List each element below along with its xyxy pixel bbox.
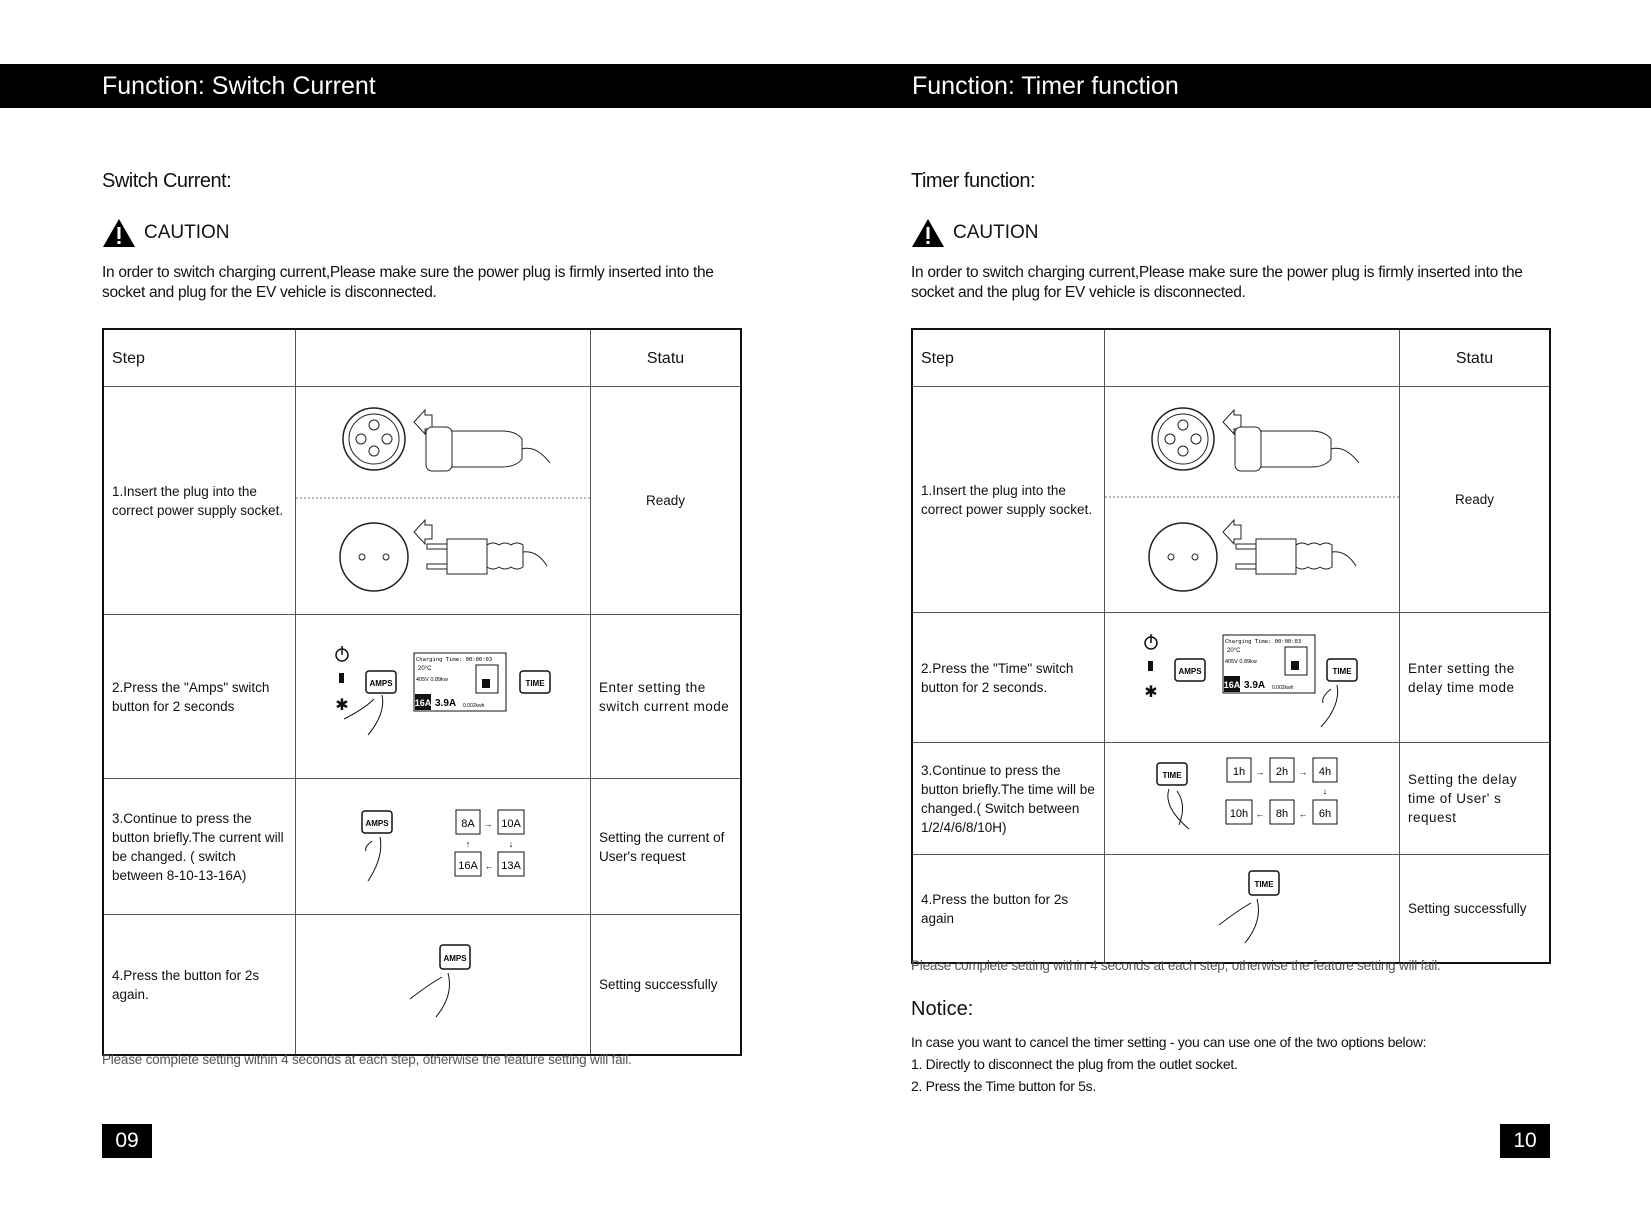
step-text: 1.Insert the plug into the correct power supply socket. [103, 387, 296, 615]
table-row [103, 387, 741, 615]
step-text: 3.Continue to press the button briefly.The current will be changed. ( switch between 8-10-13-16A) [103, 779, 296, 915]
amps-sequence-icon [296, 779, 590, 909]
step-text: 2.Press the "Time" switch button for 2 seconds. [912, 613, 1105, 743]
amps-press-icon [296, 915, 590, 1049]
time-6h: 6h [1318, 808, 1332, 820]
amps-key-label: AMPS [369, 679, 393, 688]
time-10h: 10h [1229, 808, 1249, 820]
step-text: 1.Insert the plug into the correct power supply socket. [912, 387, 1105, 613]
header-step: Step [103, 329, 296, 387]
display-illustration [1105, 613, 1400, 743]
warning-icon [911, 218, 945, 248]
left-footnote: Please complete setting within 4 seconds at each step, otherwise the feature setting will fail. [102, 1052, 632, 1067]
display-time: Charging Time: 00:00:03 [416, 657, 493, 663]
svg-text:→: → [483, 819, 493, 829]
header-statu: Statu [1400, 329, 1551, 387]
header-illustration [1105, 329, 1400, 387]
notice-line: 2. Press the Time button for 5s. [911, 1078, 1096, 1094]
right-steps-table [911, 328, 1551, 964]
plug-socket-icon [296, 387, 590, 609]
control-panel-icon [1105, 613, 1399, 737]
left-header-bar: Function: Switch Current [0, 64, 826, 108]
svg-text:✱: ✱ [1144, 684, 1158, 701]
right-header-bar: Function: Timer function [826, 64, 1651, 108]
amps-13a: 13A [501, 860, 521, 872]
svg-text:TIME: TIME [1332, 667, 1352, 676]
battery-icon [339, 673, 344, 683]
svg-text:↓: ↓ [1322, 786, 1328, 796]
status-text: Setting the current of User's request [591, 779, 742, 915]
svg-text:Charging Time: 00:00:03: Charging Time: 00:00:03 [1225, 639, 1302, 645]
left-section-title: Switch Current: [102, 170, 232, 192]
display-current: 3.9A [435, 698, 457, 709]
table-row [912, 743, 1550, 855]
status-text: Enter setting the switch current mode [591, 615, 742, 779]
status-text: Ready [591, 387, 742, 615]
svg-text:0.002kwh: 0.002kwh [1272, 685, 1294, 691]
time-press-icon [1105, 855, 1399, 957]
page-number-left: 09 [102, 1124, 152, 1158]
notice-title: Notice: [911, 998, 974, 1020]
amps-16a: 16A [458, 860, 478, 872]
header-statu: Statu [591, 329, 742, 387]
svg-text:405V 0.89kw: 405V 0.89kw [1225, 659, 1257, 665]
right-caution-text: In order to switch charging current,Please make sure the power plug is firmly inserted into the socket and the plug for EV vehicle is disconnected. [911, 264, 1523, 301]
status-text: Setting successfully [1400, 855, 1551, 964]
display-illustration [296, 615, 591, 779]
svg-text:←: ← [1298, 809, 1308, 819]
amps-10a: 10A [501, 818, 521, 830]
svg-text:↓: ↓ [508, 839, 514, 849]
status-text: Setting the delay time of User' s request [1400, 743, 1551, 855]
svg-text:AMPS: AMPS [1178, 667, 1202, 676]
time-sequence-illustration [1105, 743, 1400, 855]
right-caution [911, 218, 1039, 248]
svg-text:↑: ↑ [465, 839, 471, 849]
time-2h: 2h [1275, 766, 1289, 778]
caution-label: CAUTION [144, 222, 230, 243]
display-energy: 0.002kwh [463, 703, 485, 709]
amps-8a: 8A [461, 818, 475, 830]
svg-text:←: ← [1255, 809, 1265, 819]
svg-text:AMPS: AMPS [365, 819, 389, 828]
svg-text:→: → [1255, 767, 1265, 777]
table-row [912, 387, 1550, 613]
caution-label: CAUTION [953, 222, 1039, 243]
table-row [103, 779, 741, 915]
svg-text:✱: ✱ [335, 697, 349, 714]
step-text: 4.Press the button for 2s again [912, 855, 1105, 964]
status-text: Ready [1400, 387, 1551, 613]
right-footnote: Please complete setting within 4 seconds at each step, otherwise the feature setting will fail. [911, 958, 1441, 973]
notice-line: 1. Directly to disconnect the plug from the outlet socket. [911, 1056, 1238, 1072]
step-text: 2.Press the "Amps" switch button for 2 seconds [103, 615, 296, 779]
table-row [103, 915, 741, 1056]
svg-text:TIME: TIME [1162, 771, 1182, 780]
left-caution-text: In order to switch charging current,Please make sure the power plug is firmly inserted into the socket and plug for the EV vehicle is disconnected. [102, 264, 714, 301]
time-1h: 1h [1232, 766, 1246, 778]
page-number-right: 10 [1500, 1124, 1550, 1158]
status-text: Setting successfully [591, 915, 742, 1056]
time-press-illustration [1105, 855, 1400, 964]
plug-illustration [296, 387, 591, 615]
table-row [912, 613, 1550, 743]
plug-illustration [1105, 387, 1400, 613]
right-section-title: Timer function: [911, 170, 1036, 192]
display-amp: 16A [414, 698, 432, 708]
time-4h: 4h [1318, 766, 1332, 778]
amps-press-illustration [296, 915, 591, 1056]
left-caution [102, 218, 230, 248]
svg-text:3.9A: 3.9A [1244, 680, 1266, 691]
warning-icon [102, 218, 136, 248]
time-sequence-icon [1105, 743, 1399, 849]
table-row [912, 855, 1550, 964]
svg-text:AMPS: AMPS [443, 954, 467, 963]
step-text: 3.Continue to press the button briefly.The time will be changed.( Switch between 1/2/4/6/8/10H) [912, 743, 1105, 855]
svg-text:←: ← [484, 861, 494, 871]
step-text: 4.Press the button for 2s again. [103, 915, 296, 1056]
left-steps-table [102, 328, 742, 1056]
svg-text:16A: 16A [1223, 680, 1241, 690]
display-temp: 20°C [418, 666, 432, 672]
plug-socket-icon [1105, 387, 1399, 607]
table-row [103, 615, 741, 779]
svg-text:→: → [1298, 767, 1308, 777]
notice-line: In case you want to cancel the timer setting - you can use one of the two options below: [911, 1034, 1427, 1050]
status-text: Enter setting the delay time mode [1400, 613, 1551, 743]
header-step: Step [912, 329, 1105, 387]
svg-text:20°C: 20°C [1227, 648, 1241, 654]
svg-text:TIME: TIME [1254, 880, 1274, 889]
amps-sequence-illustration [296, 779, 591, 915]
display-power: 405V 0.89kw [416, 677, 448, 683]
control-panel-icon [296, 615, 590, 773]
time-8h: 8h [1275, 808, 1289, 820]
header-illustration [296, 329, 591, 387]
time-key-label: TIME [525, 679, 545, 688]
battery-icon [1148, 661, 1153, 671]
